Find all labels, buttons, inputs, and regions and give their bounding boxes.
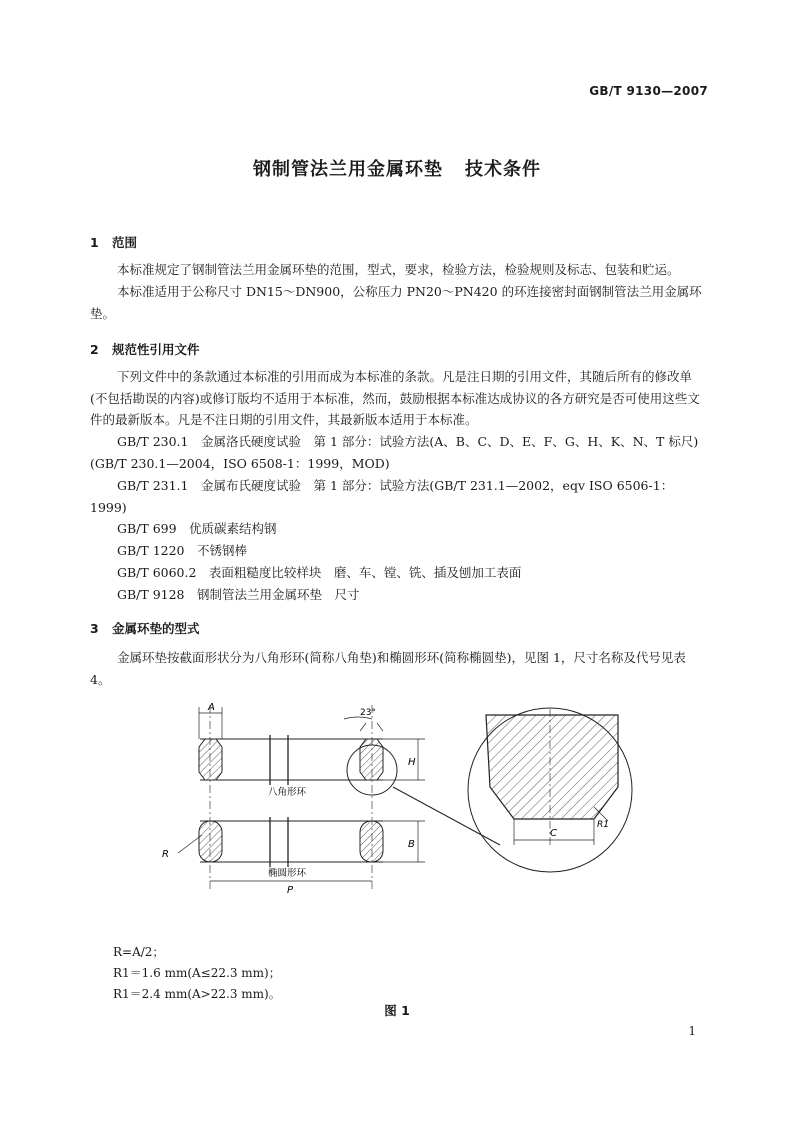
section-2-intro: 下列文件中的条款通过本标准的引用而成为本标准的条款。凡是注日期的引用文件，其随后所有的修改单(不包括勘误的内容)或修订版均不适用于本标准，然而，鼓励根据本标准达成协议的各方研究是否可使用这些文件的最新版本。凡是不注日期的引用文件，其最新版本适用于本标准。 (90, 369, 700, 427)
ring-gasket-drawing (150, 695, 650, 895)
section-title: 规范性引用文件 (112, 342, 200, 357)
title-part1: 钢制管法兰用金属环垫 (253, 159, 443, 180)
label-angle: 23° (360, 708, 376, 718)
octagonal-section-detail (486, 715, 618, 819)
figure-caption: 图 1 (384, 1003, 410, 1018)
section-number: 1 (90, 235, 99, 250)
page-number: 1 (688, 1024, 696, 1038)
page-title (0, 155, 794, 181)
reference-item: GB/T 699 优质碳素结构钢 (117, 521, 277, 536)
section-3-heading (90, 619, 200, 637)
section-2-heading (90, 340, 200, 358)
reference-item: GB/T 231.1 金属布氏硬度试验 第 1 部分：试验方法(GB/T 231.1—2002，eqv ISO 6506-1：1999) (90, 478, 674, 515)
reference-item: GB/T 230.1 金属洛氏硬度试验 第 1 部分：试验方法(A、B、C、D、E、F、G、H、K、N、T 标尺)(GB/T 230.1—2004，ISO 6508-1：1999，MOD) (90, 434, 699, 471)
label-A: A (208, 702, 215, 713)
octagonal-section-left (199, 739, 222, 780)
section-title: 金属环垫的型式 (112, 621, 200, 636)
title-part2: 技术条件 (465, 159, 541, 180)
figure-1 (150, 695, 650, 899)
reference-item: GB/T 6060.2 表面粗糙度比较样块 磨、车、镗、铣、插及刨加工表面 (117, 565, 522, 580)
section-1-paragraph-1: 本标准规定了钢制管法兰用金属环垫的范围，型式，要求，检验方法，检验规则及标志、包装和贮运。 (117, 262, 680, 277)
section-title: 范围 (112, 235, 138, 250)
section-1-paragraph-2: 本标准适用于公称尺寸 DN15～DN900，公称压力 PN20～PN420 的环连接密封面钢制管法兰用金属环垫。 (90, 284, 702, 321)
oval-section-left (199, 821, 222, 862)
reference-item: GB/T 1220 不锈钢棒 (117, 543, 248, 558)
figure-note: R1＝1.6 mm(A≤22.3 mm)； (113, 966, 281, 980)
label-R1: R1 (597, 820, 609, 830)
label-B: B (408, 839, 415, 850)
oval-section-right (360, 821, 383, 862)
label-P: P (287, 885, 294, 895)
figure-note: R1＝2.4 mm(A>22.3 mm)。 (113, 987, 281, 1001)
reference-item: GB/T 9128 钢制管法兰用金属环垫 尺寸 (117, 587, 360, 602)
oval-ring-label: 椭圆形环 (268, 868, 307, 879)
section-3-paragraph: 金属环垫按截面形状分为八角形环(简称八角垫)和椭圆形环(简称椭圆垫)，见图 1，尺寸名称及代号见表 4。 (90, 650, 686, 687)
section-1-heading (90, 233, 137, 251)
detail-leader-line (393, 787, 500, 845)
label-C: C (550, 828, 557, 839)
section-number: 3 (90, 621, 99, 636)
octagonal-ring-label: 八角形环 (268, 787, 307, 798)
figure-note: R=A/2； (113, 945, 165, 959)
section-number: 2 (90, 342, 99, 357)
label-H: H (408, 757, 416, 768)
label-R: R (162, 849, 169, 860)
standard-number: GB/T 9130—2007 (589, 84, 708, 98)
